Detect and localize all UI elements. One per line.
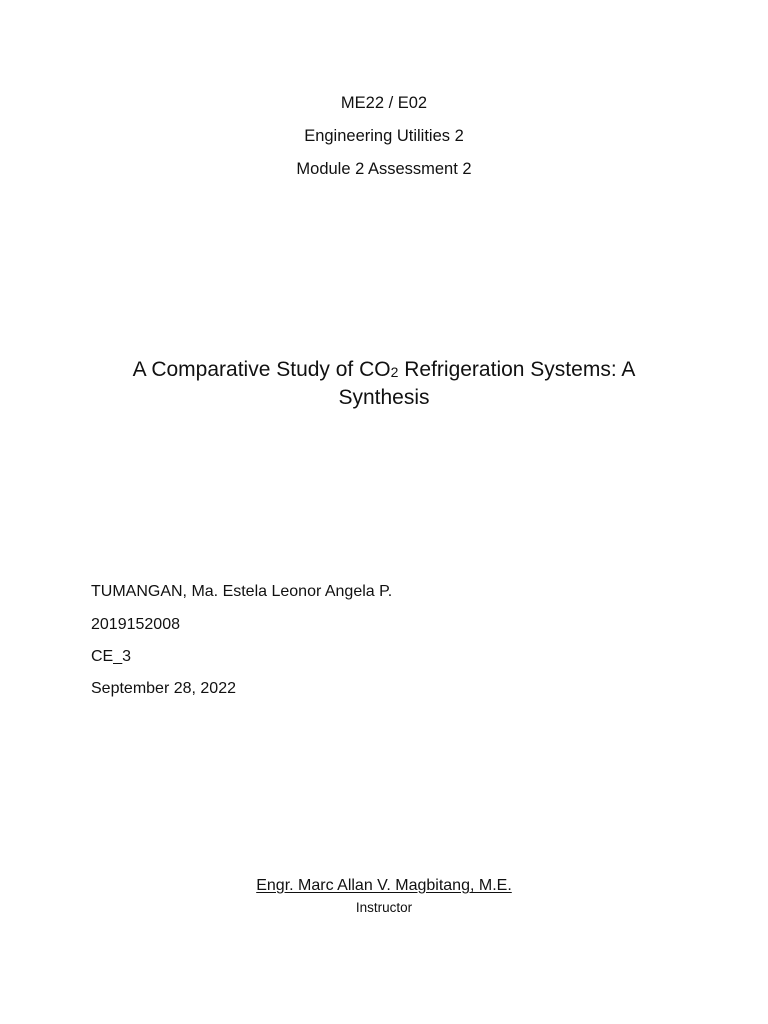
title-line-1 — [0, 356, 768, 384]
instructor-name: Engr. Marc Allan V. Magbitang, M.E. — [256, 877, 512, 894]
document-title — [0, 356, 768, 412]
student-section: CE_3 — [91, 648, 132, 665]
title-line-2: Synthesis — [338, 386, 430, 409]
course-code: ME22 / E02 — [340, 94, 428, 112]
submission-date: September 28, 2022 — [91, 680, 236, 697]
student-name: TUMANGAN, Ma. Estela Leonor Angela P. — [91, 583, 393, 600]
assessment-label: Module 2 Assessment 2 — [296, 160, 472, 178]
title-part-2: Refrigeration Systems: A — [398, 358, 636, 381]
student-id: 2019152008 — [91, 616, 180, 633]
instructor-role: Instructor — [355, 900, 413, 915]
title-subscript: 2 — [390, 364, 399, 380]
title-part-1: A Comparative Study of CO — [132, 358, 391, 381]
course-name: Engineering Utilities 2 — [304, 127, 464, 145]
instructor-name-line — [0, 876, 768, 896]
